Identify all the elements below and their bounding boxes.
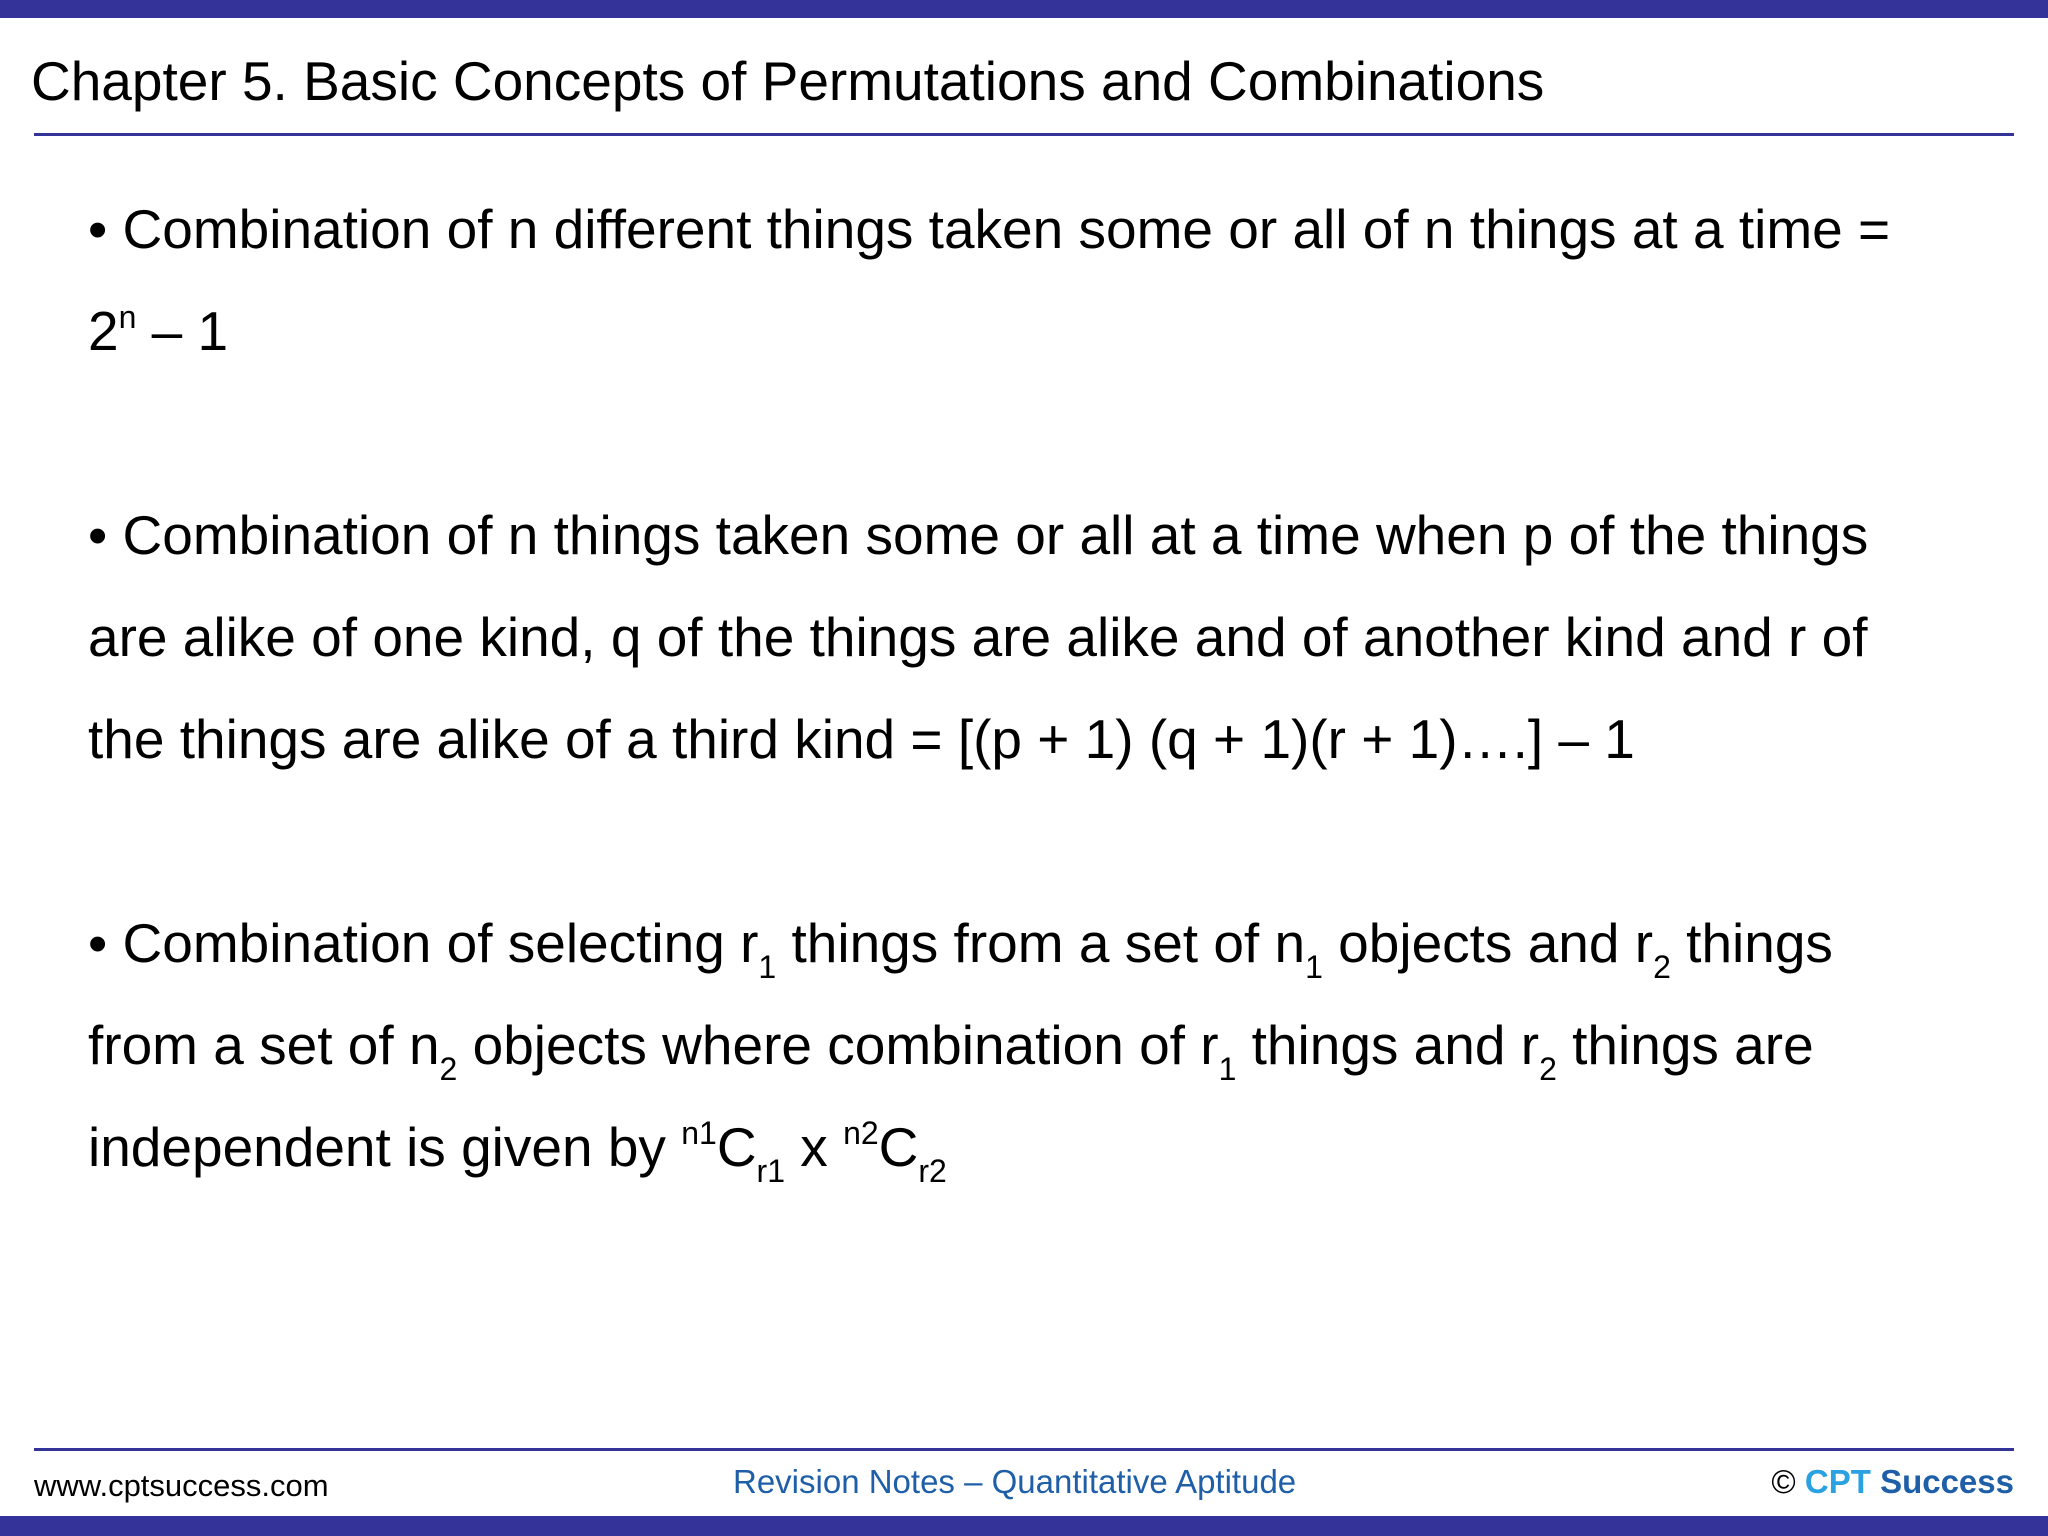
bullet-line [88,280,2008,382]
bullet-text: from a set of n [88,1014,440,1076]
subscript: 2 [439,1051,458,1087]
formula-superscript: n [118,299,137,335]
bullet-text: things [1670,912,1833,974]
formula-c: C [878,1116,919,1178]
formula-times: x [785,1116,844,1178]
bullet-text: • Combination of n things taken some or all at a time when p of the things [88,504,1869,566]
bullet-line [88,994,2008,1096]
bullet-text: the things are alike of a third kind = [(p + 1) (q + 1)(r + 1)….] – 1 [88,708,1635,770]
bottom-band [0,1516,2048,1536]
bullet-text: objects and r [1322,912,1654,974]
slide-title: Chapter 5. Basic Concepts of Permutations and Combinations [31,50,1545,112]
bullet-line [88,688,2008,790]
subscript: 2 [1539,1051,1557,1087]
bullet-text: independent is given by [88,1116,682,1178]
footer-website: www.cptsuccess.com [34,1468,329,1503]
slide-content [88,178,2008,1198]
formula-base: 2 [88,300,119,362]
bullet-text: • Combination of selecting r [88,912,759,974]
footer-copyright [1771,1462,2014,1502]
footer-title: Revision Notes – Quantitative Aptitude [733,1463,1297,1500]
bullet-line [88,892,2008,994]
bullet-independent-selection [88,892,2008,1198]
subscript: r1 [756,1153,785,1189]
subscript: 1 [1305,949,1323,985]
bullet-line [88,586,2008,688]
bullet-text: things and r [1236,1014,1540,1076]
top-band [0,0,2048,18]
bullet-line [88,1096,2008,1198]
footer-rule [34,1448,2014,1451]
formula-c: C [716,1116,757,1178]
bullet-power-set [88,178,2008,382]
bullet-text: • Combination of n different things taken some or all of n things at a time = [88,198,1891,260]
superscript: n2 [843,1115,879,1151]
formula-tail: – 1 [136,300,229,362]
copyright-symbol: © [1771,1463,1796,1500]
subscript: 1 [758,949,777,985]
bullet-alike-things [88,484,2008,790]
subscript: 1 [1218,1051,1237,1087]
bullet-line [88,178,2008,280]
bullet-line [88,484,2008,586]
bullet-text: things from a set of n [776,912,1306,974]
bullet-text: are alike of one kind, q of the things are alike and of another kind and r of [88,606,1868,668]
bullet-text: objects where combination of r [457,1014,1219,1076]
subscript: 2 [1653,949,1671,985]
subscript: r2 [918,1153,947,1189]
brand-cpt: CPT [1804,1463,1871,1500]
superscript: n1 [681,1115,717,1151]
brand-success: Success [1880,1463,2014,1500]
bullet-text: things are [1556,1014,1814,1076]
header-rule [34,133,2014,136]
